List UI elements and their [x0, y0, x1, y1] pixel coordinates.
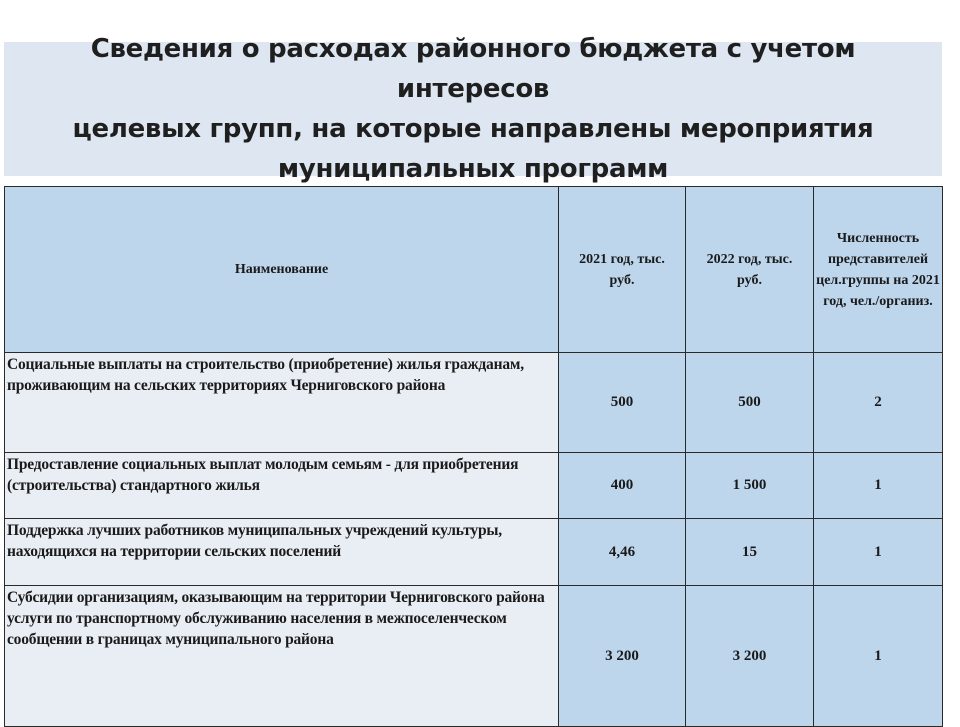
header-name: Наименование [5, 187, 559, 353]
row-2021: 4,46 [559, 519, 686, 586]
row-2022: 500 [686, 353, 814, 453]
row-name: Поддержка лучших работников муниципальных учреждений культуры, находящихся на территории сельских поселений [5, 519, 559, 586]
table-row [5, 353, 943, 453]
header-count: Численность представителей цел.группы на 2021 год, чел./организ. [814, 187, 943, 353]
title-line-2: целевых групп, на которые направлены мероприятия [72, 114, 874, 144]
row-name: Субсидии организациям, оказывающим на территории Черниговского района услуги по транспортному обслуживанию населения в межпоселенческом сообщении в границах муниципального района [5, 586, 559, 727]
budget-table [4, 186, 943, 727]
table-row [5, 586, 943, 727]
row-name: Социальные выплаты на строительство (приобретение) жилья гражданам, проживающим на сельских территориях Черниговского района [5, 353, 559, 453]
row-count: 1 [814, 586, 943, 727]
row-count: 1 [814, 519, 943, 586]
row-count: 1 [814, 453, 943, 519]
table-row [5, 519, 943, 586]
row-2021: 3 200 [559, 586, 686, 727]
row-2021: 500 [559, 353, 686, 453]
row-2022: 1 500 [686, 453, 814, 519]
row-count: 2 [814, 353, 943, 453]
header-2021: 2021 год, тыс. руб. [559, 187, 686, 353]
budget-table-container [4, 186, 942, 726]
row-name: Предоставление социальных выплат молодым семьям - для приобретения (строительства) стандартного жилья [5, 453, 559, 519]
table-header-row [5, 187, 943, 353]
title-band [4, 34, 942, 184]
row-2022: 3 200 [686, 586, 814, 727]
row-2022: 15 [686, 519, 814, 586]
header-2022: 2022 год, тыс. руб. [686, 187, 814, 353]
title-line-3: муниципальных программ [277, 154, 669, 184]
table-row [5, 453, 943, 519]
row-2021: 400 [559, 453, 686, 519]
title-line-1: Сведения о расходах районного бюджета с учетом интересов [90, 34, 856, 104]
slide-title [4, 29, 942, 189]
